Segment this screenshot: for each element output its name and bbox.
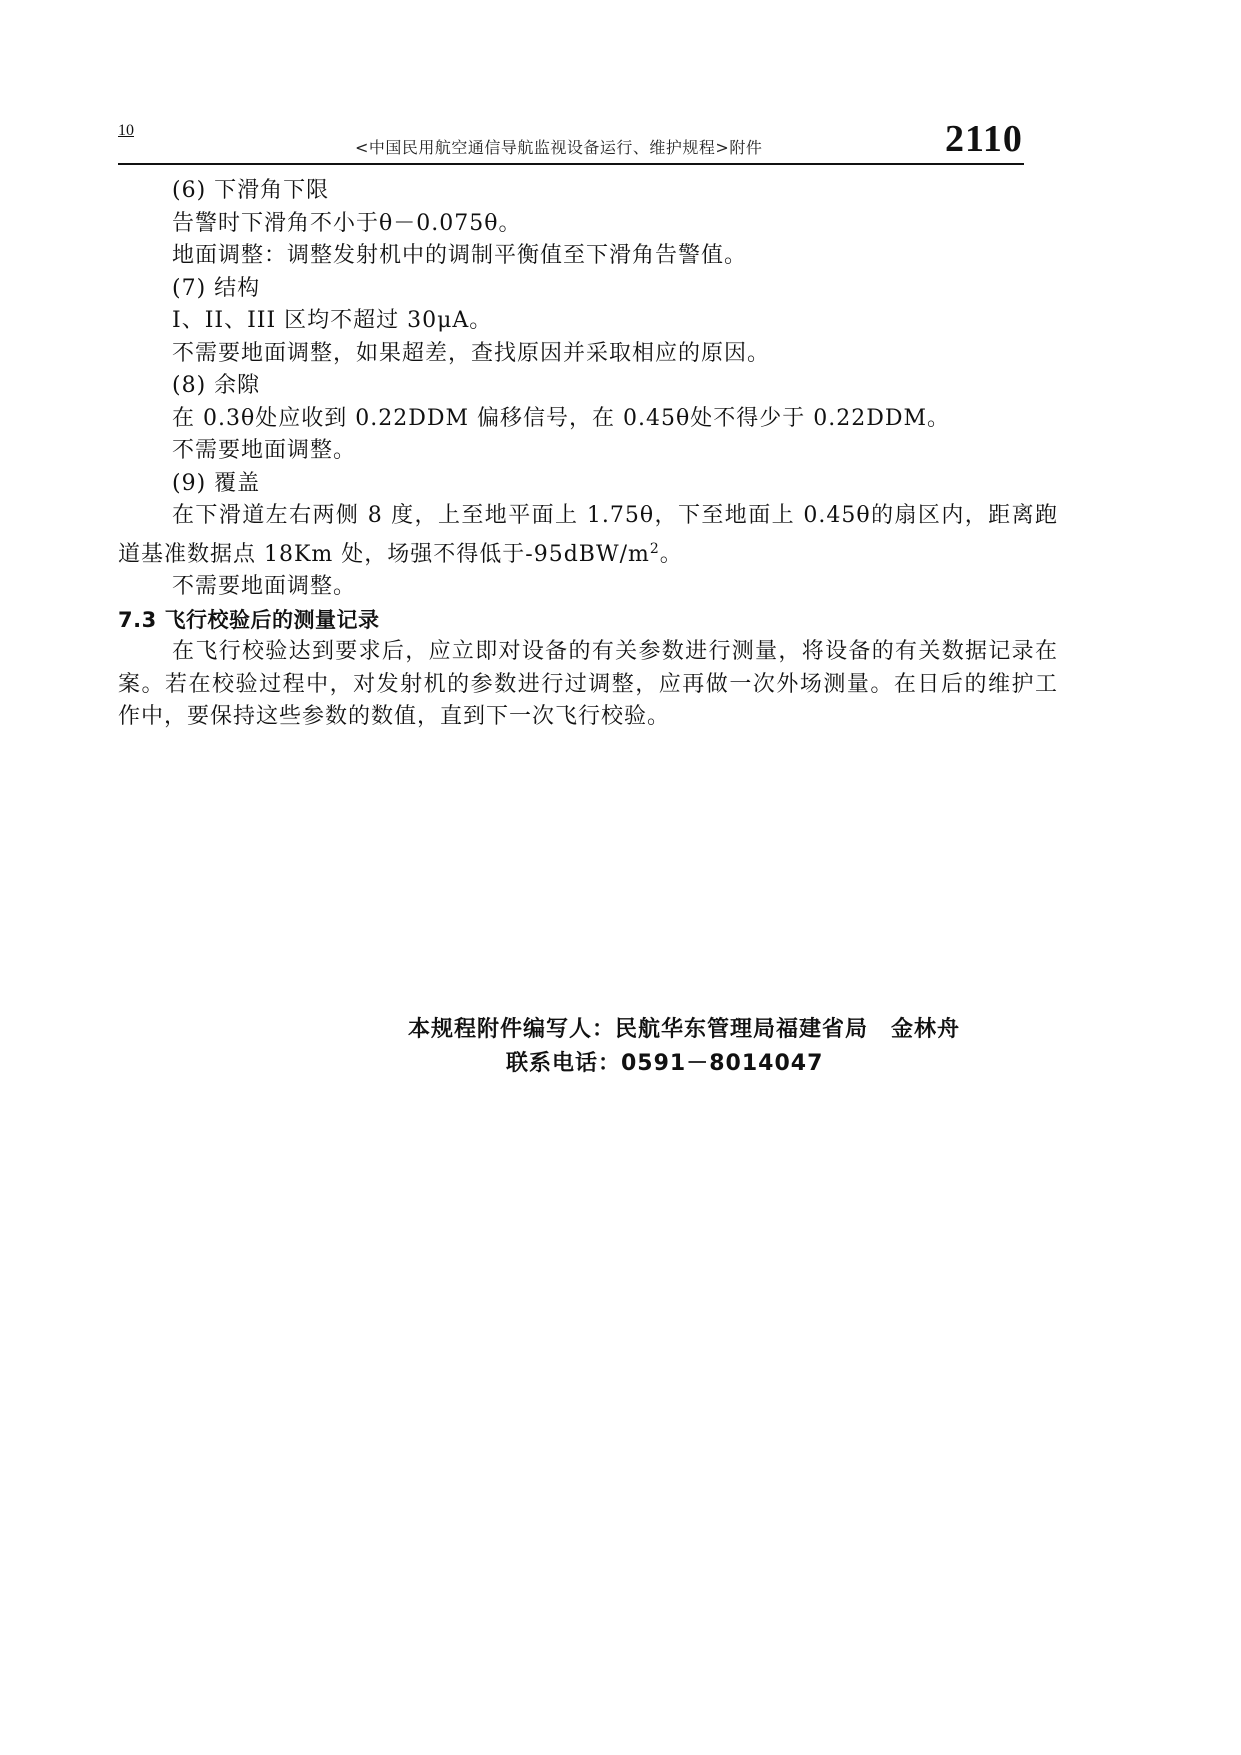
- section-7-3-paragraph: 在飞行校验达到要求后，应立即对设备的有关参数进行测量，将设备的有关数据记录在案。若在校验过程中，对发射机的参数进行过调整，应再做一次外场测量。在日后的维护工作中，要保持这些参数的数值，直到下一次飞行校验。: [118, 639, 1058, 729]
- item-8-line-2: 不需要地面调整。: [172, 438, 357, 463]
- contact-line: 联系电话：0591－8014047: [506, 1051, 824, 1076]
- item-7-title: (7) 结构: [172, 275, 261, 301]
- page-number: 10: [118, 122, 134, 139]
- item-9-paragraph-text: 在下滑道左右两侧 8 度，上至地平面上 1.75θ，下至地面上 0.45θ的扇区内，距离跑道基准数据点 18Km 处，场强不得低于-95dBW/m: [118, 503, 1058, 567]
- item-6-title: (6) 下滑角下限: [172, 178, 330, 203]
- item-9-line-2: 不需要地面调整。: [172, 574, 357, 599]
- item-9-paragraph-end: 。: [659, 541, 683, 567]
- item-6-line-2: 地面调整：调整发射机中的调制平衡值至下滑角告警值。: [172, 243, 748, 268]
- running-header-title: <中国民用航空通信导航监视设备运行、维护规程>附件: [355, 138, 763, 157]
- document-code: 2110: [945, 118, 1023, 160]
- author-block: [408, 1013, 960, 1081]
- author-line: 本规程附件编写人：民航华东管理局福建省局 金林舟: [408, 1017, 961, 1042]
- item-9-paragraph: [118, 500, 1058, 571]
- section-7-3-heading: 7.3 飞行校验后的测量记录: [118, 607, 380, 632]
- item-8-title: (8) 余隙: [172, 373, 261, 398]
- item-6-line-1: 告警时下滑角不小于θ－0.075θ。: [172, 210, 522, 236]
- item-8-line-1: 在 0.3θ处应收到 0.22DDM 偏移信号，在 0.45θ处不得少于 0.22DDM。: [172, 405, 951, 431]
- body-text: [118, 175, 1058, 734]
- item-7-line-2: 不需要地面调整，如果超差，查找原因并采取相应的原因。: [172, 340, 771, 366]
- item-9-title: (9) 覆盖: [172, 470, 261, 496]
- item-7-line-1: I、II、III 区均不超过 30μA。: [172, 308, 493, 333]
- item-9-superscript: 2: [649, 540, 660, 557]
- header-rule: [118, 163, 1024, 165]
